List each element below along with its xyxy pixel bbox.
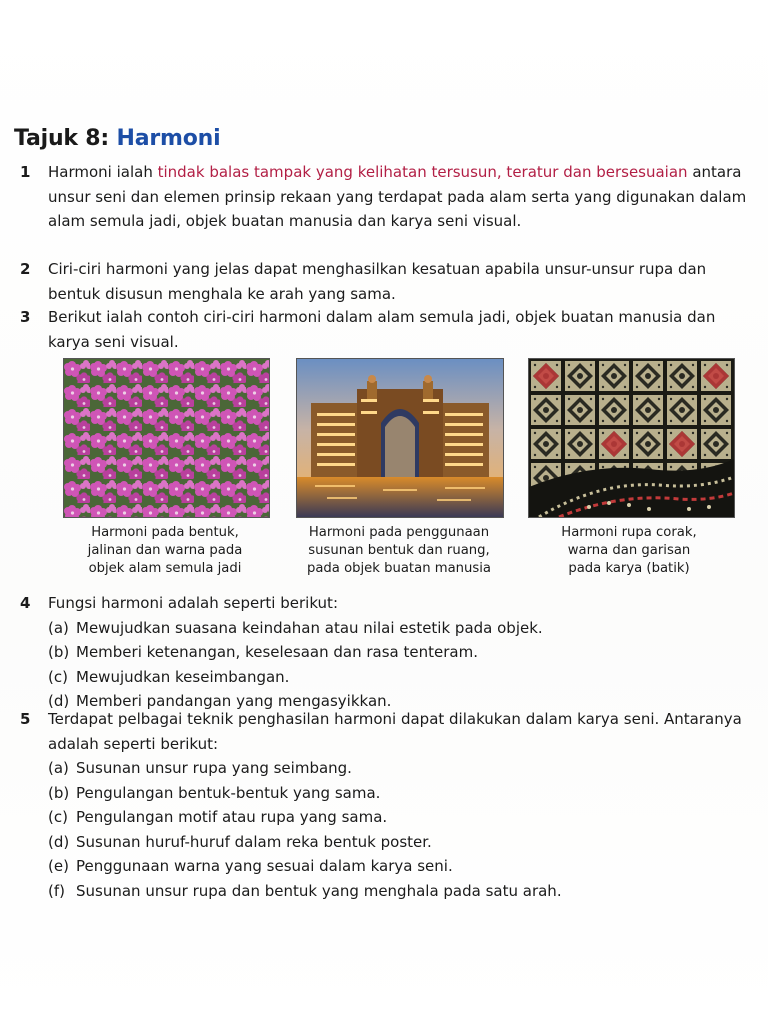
caption-line: objek alam semula jadi (88, 561, 242, 576)
caption-line: susunan bentuk dan ruang, (308, 543, 490, 558)
flowers-illustration (64, 359, 269, 517)
caption-line: pada karya (batik) (568, 561, 690, 576)
item-label: (c) (48, 808, 68, 826)
caption-line: Harmoni rupa corak, (561, 525, 697, 540)
paragraph-number: 4 (20, 594, 31, 612)
item-label: (d) (48, 832, 70, 851)
item-text: Mewujudkan suasana keindahan atau nilai estetik pada objek. (76, 618, 543, 637)
list-item (48, 665, 748, 690)
p3-text: Berikut ialah contoh ciri-ciri harmoni dalam alam semula jadi, objek buatan manusia dan karya seni visual. (48, 308, 716, 351)
figure-caption (514, 524, 744, 578)
building-photo (296, 358, 504, 518)
item-text: Mewujudkan keseimbangan. (76, 667, 290, 686)
list-item (48, 879, 748, 904)
p5-intro: Terdapat pelbagai teknik penghasilan harmoni dapat dilakukan dalam karya seni. Antaranya adalah seperti berikut: (48, 710, 742, 753)
list-item (48, 756, 748, 781)
list-item (48, 805, 748, 830)
caption-line: Harmoni pada bentuk, (91, 525, 239, 540)
item-label: (a) (48, 618, 69, 637)
figure-caption (50, 524, 280, 578)
page-title (14, 126, 220, 151)
list-item (48, 781, 748, 806)
p1-pre: Harmoni ialah (48, 163, 158, 181)
paragraph-number: 5 (20, 710, 31, 728)
item-text: Pengulangan motif atau rupa yang sama. (76, 808, 388, 826)
title-word: Harmoni (116, 126, 221, 151)
p1-post: antara unsur seni dan elemen prinsip rekaan yang terdapat pada alam serta yang digunakan dalam alam semula jadi, objek buatan manusia dan karya seni visual. (48, 163, 747, 230)
item-text: Susunan huruf-huruf dalam reka bentuk poster. (76, 832, 432, 851)
list-item (48, 830, 748, 855)
p2-text: Ciri-ciri harmoni yang jelas dapat menghasilkan kesatuan apabila unsur-unsur rupa dan bentuk disusun menghala ke arah yang sama. (48, 260, 707, 303)
item-text: Susunan unsur rupa yang seimbang. (76, 759, 352, 777)
item-label: (d) (48, 692, 70, 710)
caption-line: Harmoni pada penggunaan (308, 525, 490, 540)
caption-line: pada objek buatan manusia (306, 561, 491, 576)
paragraph-number: 1 (20, 163, 31, 181)
batik-illustration (529, 359, 734, 517)
item-label: (f) (48, 881, 65, 900)
caption-line: warna dan garisan (567, 543, 691, 558)
technique-list (48, 756, 748, 903)
item-label: (a) (48, 759, 69, 777)
paragraph-2 (20, 257, 748, 306)
paragraph-4 (20, 591, 748, 714)
item-text: Memberi ketenangan, keselesaan dan rasa tenteram. (76, 643, 478, 661)
flowers-photo (63, 358, 270, 518)
paragraph-number: 2 (20, 260, 31, 278)
list-item (48, 854, 748, 879)
paragraph-5 (20, 707, 748, 903)
caption-line: jalinan dan warna pada (87, 543, 243, 558)
list-item (48, 640, 748, 665)
batik-photo (528, 358, 735, 518)
item-text: Memberi pandangan yang mengasyikkan. (76, 692, 392, 710)
p1-highlight: tindak balas tampak yang kelihatan tersusun, teratur dan bersesuaian (157, 163, 688, 181)
figure-caption (284, 524, 514, 578)
item-label: (b) (48, 783, 70, 802)
paragraph-3 (20, 305, 748, 354)
building-illustration (297, 359, 503, 517)
paragraph-1 (20, 160, 748, 234)
function-list (48, 616, 748, 714)
item-label: (c) (48, 667, 68, 686)
title-lead: Tajuk 8: (14, 126, 110, 151)
paragraph-number: 3 (20, 308, 31, 326)
list-item (48, 616, 748, 641)
item-text: Penggunaan warna yang sesuai dalam karya seni. (76, 857, 453, 875)
item-label: (e) (48, 857, 69, 875)
item-label: (b) (48, 643, 70, 661)
item-text: Susunan unsur rupa dan bentuk yang menghala pada satu arah. (76, 881, 562, 900)
item-text: Pengulangan bentuk-bentuk yang sama. (76, 783, 381, 802)
p4-intro: Fungsi harmoni adalah seperti berikut: (48, 594, 338, 612)
